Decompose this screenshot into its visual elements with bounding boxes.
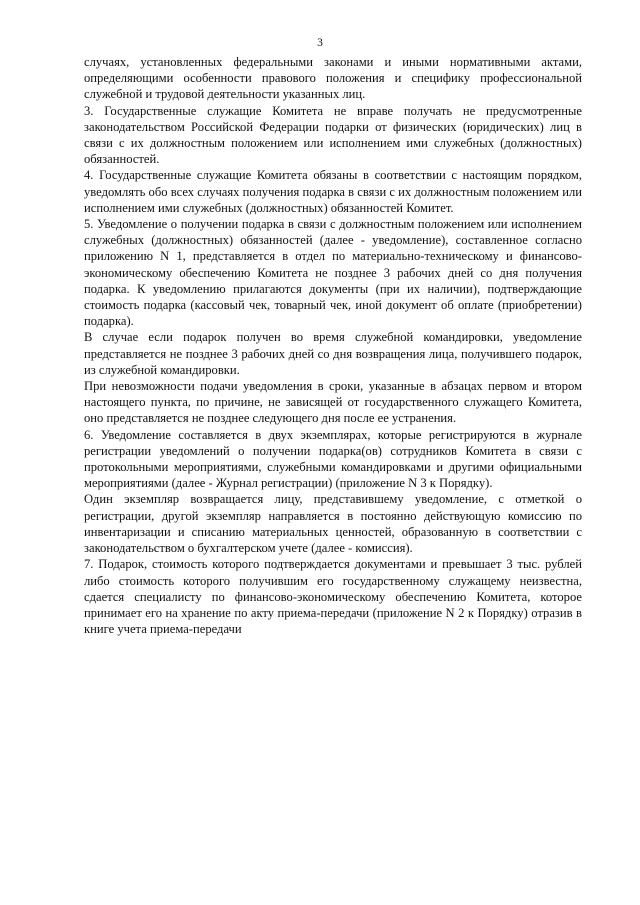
- paragraph-item-4: 4. Государственные служащие Комитета обязаны в соответствии с настоящим порядком, уведомлять обо всех случаях получения подарка в связи с их должностным положением или исполнением ими служебных (должностных) обязанностей Комитет.: [84, 168, 582, 215]
- paragraph-item-6-copies: Один экземпляр возвращается лицу, представившему уведомление, с отметкой о регистрации, другой экземпляр направляется в постоянно действующую комиссию по инвентаризации и списанию материальных ценностей, образованную в соответствии с законодательством о бухгалтерском учете (далее - комиссия).: [84, 492, 582, 556]
- paragraph-item-5: 5. Уведомление о получении подарка в связи с должностным положением или исполнением служебных (должностных) обязанностей (далее - уведомление), составленное согласно приложению N 1, представляется в отдел по материально-техническому и финансово-экономическому обеспечению Комитета не позднее 3 рабочих дней со дня получения подарка. К уведомлению прилагаются документы (при их наличии), подтверждающие стоимость подарка (кассовый чек, товарный чек, иной документ об оплате (приобретении) подарка).: [84, 217, 582, 329]
- paragraph-item-5-impossibility: При невозможности подачи уведомления в сроки, указанные в абзацах первом и втором настоящего пункта, по причине, не зависящей от государственного служащего Комитета, оно представляется не позднее следующего дня после ее устранения.: [84, 379, 582, 426]
- paragraph-item-6: 6. Уведомление составляется в двух экземплярах, которые регистрируются в журнале регистрации уведомлений о получении подарка(ов) сотрудников Комитета в связи с протокольными мероприятиями, служебными командировками и другими официальными мероприятиями (далее - Журнал регистрации) (приложение N 3 к Порядку).: [84, 427, 582, 491]
- paragraph-item-5-business-trip: В случае если подарок получен во время служебной командировки, уведомление представляется не позднее 3 рабочих дней со дня возвращения лица, получившего подарок, из служебной командировки.: [84, 330, 582, 377]
- document-body: [84, 54, 582, 637]
- page-number: 3: [317, 37, 323, 49]
- paragraph-continuation: случаях, установленных федеральными законами и иными нормативными актами, определяющими особенности правового положения и специфику профессиональной служебной и трудовой деятельности указанных лиц.: [84, 55, 582, 102]
- paragraph-item-3: 3. Государственные служащие Комитета не вправе получать не предусмотренные законодательством Российской Федерации подарки от физических (юридических) лиц в связи с их должностным положением или исполнением ими служебных (должностных) обязанностей.: [84, 103, 582, 167]
- paragraph-item-7: 7. Подарок, стоимость которого подтверждается документами и превышает 3 тыс. рублей либо стоимость которого получившим его государственному служащему неизвестна, сдается специалисту по финансово-экономическому обеспечению Комитета, которое принимает его на хранение по акту приема-передачи (приложение N 2 к Порядку) отразив в книге учета приема-передачи: [84, 557, 582, 637]
